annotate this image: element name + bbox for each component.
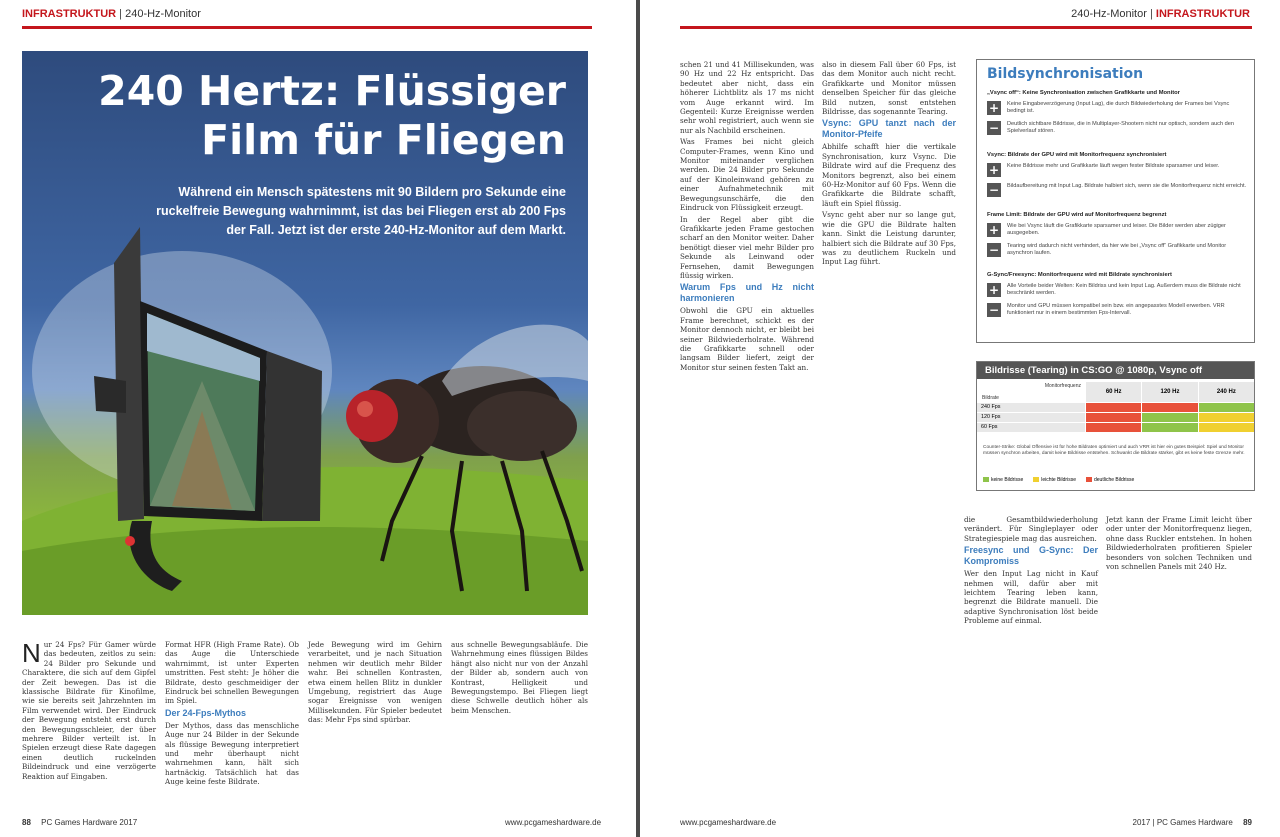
minus-icon: −: [988, 121, 1000, 135]
section-heading: Warum Fps und Hz nicht harmonieren: [680, 282, 814, 304]
table-grid: [977, 382, 1254, 432]
header-rule: [680, 26, 1252, 29]
table-row: 240 Fps: [977, 402, 1254, 412]
right-col-2: also in diesem Fall über 60 Fps, ist das dem Monitor auch nicht recht. Grafikkarte und Monitor müssen denselben Speicher für das gleiche Bild nutzen, sonst entstehen Bildrisse, das sogenannte Tearing. Vsync: GPU tanzt nach der Monitor-Pfeife Abhilfe schafft hier die vertikale Synchronisation, kurz Vsync. Die Bildrate wird auf die Frequenz des Monitors begrenzt, also bei einem 60-Hz-Monitor auf 60 Fps. Wenn die Grafikkarte die Bildrate schafft, läuft ein Spiel flüssig. Vsync geht aber nur so lange gut, wie die GPU die Bildrate halten kann. Sinkt die Leistung darunter, halbiert sich die Bildrate auf 30 Fps, was zu deutlichem Ruckeln und Input Lag führt.: [822, 60, 956, 267]
sync-info-box: [976, 59, 1255, 343]
table-note: Counter-Strike: Global Offensive ist für hohe Bildraten optimiert und auch VRR ist hier ein gutes Beispiel: Spiel und Monitor müssen synchron arbeiten, damit keine Bildrisse entstehen. Schwankt die Bildrate stärker, gibt es keine feste Grenze mehr.: [983, 445, 1245, 456]
legend-item: keine Bildrisse: [983, 477, 1023, 483]
table-header-row: [977, 382, 1254, 402]
sync-option: G-Sync/Freesync: Monitorfrequenz wird mit Bildrate synchronisiert + Alle Vorteile beider Welten: Kein Bildriss und kein Input Lag. Außerdem muss die Bildrate nicht beschränkt werden. − Monitor und GPU müssen kompatibel sein bzw. ein angepasstes Modell erwerben. VRR funktioniert nur in einem bestimmten Fps-Intervall.: [987, 272, 1241, 317]
legend-item: deutliche Bildrisse: [1086, 477, 1134, 483]
box-title: Bildsynchronisation: [987, 66, 1144, 82]
left-col-1: Nur 24 Fps? Für Gamer würde das bedeuten, zeitlos zu sein: 24 Bilder pro Sekunde und Charaktere, die sich auf dem Gipfel der Zeit bewegen. Das ist die klassische Bildrate für Kinofilme, wie sie bereits seit Jahrzehnten im Film verwendet wird. Der Eindruck der Bewegung entsteht erst durch den Bewegungsschleier, der über mehrere Bilder verteilt ist. In Spielen erzeugt diese Rate dagegen einen deutlich ruckelnden Bildeindruck und eine verzögerte Reaktion auf Eingaben.: [22, 638, 156, 781]
plus-icon: +: [988, 163, 1000, 177]
legend-item: leichte Bildrisse: [1033, 477, 1076, 483]
table-legend: [983, 477, 1134, 483]
plus-icon: +: [988, 101, 1000, 115]
sync-option: Vsync: Bildrate der GPU wird mit Monitorfrequenz synchronisiert + Keine Bildrisse mehr und Grafikkarte läuft wegen fester Bildrate sparsamer und leiser. − Bildaufbereitung mit Input Lag. Bildrate halbiert sich, wenn sie die Monitorfrequenz nicht erreicht.: [987, 152, 1247, 197]
plus-icon: +: [988, 283, 1000, 297]
article-lead: Während ein Mensch spätestens mit 90 Bildern pro Sekunde eine ruckelfreie Bewegung wahrnimmt, ist das bei Fliegen erst ab 200 Fps der Fall. Jetzt ist der erste 240-Hz-Monitor auf dem Markt.: [156, 185, 566, 237]
table-row: 60 Fps: [977, 422, 1254, 432]
column-header: 60 Hz: [1085, 382, 1141, 402]
article-title: 240 Hertz: Flüssiger Film für Fliegen: [98, 67, 566, 164]
section-heading: Der 24-Fps-Mythos: [165, 707, 247, 718]
left-page-header: INFRASTRUKTUR | 240-Hz-Monitor: [22, 8, 201, 20]
table-cell: [1085, 423, 1141, 432]
page-number: 88: [22, 818, 31, 827]
header-rule: [22, 26, 592, 29]
header-topic: 240-Hz-Monitor: [125, 8, 201, 20]
left-page: [0, 0, 636, 837]
right-page-header: 240-Hz-Monitor | INFRASTRUKTUR: [1071, 8, 1250, 20]
dropcap: N: [22, 638, 41, 668]
table-cell: [1141, 423, 1197, 432]
minus-icon: −: [988, 303, 1000, 317]
right-footer-url: www.pcgameshardware.de: [680, 818, 777, 827]
left-col-3: Jede Bewegung wird im Gehirn verarbeitet, und je nach Situation nehmen wir deutlich mehr Bilder wahr. Bei schnellen Kontrasten, etwa einem hellen Blitz in dunkler Umgebung, registriert das Auge sogar Ereignisse von wenigen Millisekunden. Für Spieler bedeutet das: Mehr Fps sind spürbar.: [308, 640, 442, 725]
left-col-2: Format HFR (High Frame Rate). Ob das Auge die Unterschiede wahrnimmt, ist unter Experten umstritten. Fest steht: Je höher die Bildrate, desto geschmeidiger der Eindruck bei schnellen Bewegungen im Spiel. Der 24-Fps-Mythos Der Mythos, dass das menschliche Auge nur 24 Bilder in der Sekunde als flüssige Bewegung interpretiert und mehr überhaupt nicht wahrnehmen kann, hält sich hartnäckig. Tatsächlich hat das Auge keine feste Bildrate.: [165, 640, 299, 787]
table-cell: [1141, 403, 1197, 412]
plus-icon: +: [988, 223, 1000, 237]
table-cell: [1141, 413, 1197, 422]
page-number: 89: [1243, 818, 1252, 827]
table-cell: [1198, 423, 1254, 432]
left-footer: 88 PC Games Hardware 2017: [22, 818, 138, 827]
minus-icon: −: [988, 183, 1000, 197]
right-footer: 2017 | PC Games Hardware 89: [1132, 818, 1252, 827]
table-cell: [1198, 403, 1254, 412]
column-header: 120 Hz: [1141, 382, 1197, 402]
right-col-4: Jetzt kann der Frame Limit leicht über oder unter der Monitorfrequenz liegen, ohne dass Ruckler entstehen. In hohen Bildwiederholraten profitieren Spieler besonders von solchen Techniken und von schnellen Panels mit 240 Hz.: [1106, 515, 1252, 572]
right-col-1: schen 21 und 41 Millisekunden, was 90 Hz und 22 Hz entspricht. Das bedeutet aber nicht, dass ein höherer Lichtblitz als 17 ms nicht vom Auge erkannt wird. Im Gegenteil: Kurze Ereignisse werden sehr wohl registriert, auch wenn sie nur als Nachbild erscheinen. Was Frames bei nicht gleich Computer-Frames, wenn Kino und Monitor miteinander verglichen werden. Die 24 Bilder pro Sekunde auf der Kinoleinwand gehören zu einer Aufnahmetechnik mit Bewegungsunschärfe, die den Eindruck von Flüssigkeit erzeugt. In der Regel aber gibt die Grafikkarte jeden Frame gestochen scharf an den Monitor weiter. Daher benötigt dieser viel mehr Bilder pro Sekunde als Leinwand oder Fernsehen, damit Bewegungen flüssig wirken. Warum Fps und Hz nicht harmonieren Obwohl die GPU ein aktuelles Frame berechnet, schickt es der Monitor dennoch nicht, er bleibt bei seiner Bildwiederholrate. Während die Grafikkarte schnell oder langsam Bilder liefert, zeigt der Monitor stur seinen festen Takt an.: [680, 60, 814, 372]
sync-option: „Vsync off“: Keine Synchronisation zwischen Grafikkarte und Monitor + Keine Eingabeverzögerung (Input Lag), die durch Bildwiederholung der Frames bei Vsync bedingt ist. − Deutlich sichtbare Bildrisse, die in Multiplayer-Shootern nicht nur optisch, sondern auch den Spielverlauf stören.: [987, 90, 1234, 135]
section-heading: Freesync und G-Sync: Der Kompromiss: [964, 545, 1098, 567]
sync-option: Frame Limit: Bildrate der GPU wird auf Monitorfrequenz begrenzt + Wie bei Vsync läuft die Grafikkarte sparsamer und leiser. Die Bilder werden aber zügiger ausgegeben. − Tearing wird dadurch nicht verhindert, da hier wie bei „Vsync off“ Grafikkarte und Monitor asynchron laufen.: [987, 212, 1227, 257]
left-col-4: aus schnelle Bewegungsabläufe. Die Wahrnehmung eines flüssigen Bildes hängt also nicht nur von der Anzahl der Bilder ab, sondern auch von Kontrast, Helligkeit und Bewegungstempo. Bei Fliegen liegt diese Schwelle deutlich höher als beim Menschen.: [451, 640, 588, 715]
header-section: INFRASTRUKTUR: [22, 8, 117, 20]
table-cell: [1198, 413, 1254, 422]
table-corner: Monitorfrequenz Bildrate: [982, 383, 1081, 401]
column-header: 240 Hz: [1198, 382, 1254, 402]
table-row: 120 Fps: [977, 412, 1254, 422]
tearing-table: [976, 361, 1255, 491]
table-title: Bildrisse (Tearing) in CS:GO @ 1080p, Vsync off: [977, 362, 1254, 379]
hero-image: [22, 51, 588, 615]
table-cell: [1085, 403, 1141, 412]
right-col-3: die Gesamtbildwiederholung verändert. Für Singleplayer oder Strategiespiele mag das ausreichen. Freesync und G-Sync: Der Kompromiss Wer den Input Lag nicht in Kauf nehmen will, dafür aber mit leichtem Tearing leben kann, begrenzt die Bildrate manuell. Die adaptive Synchronisation löst beide Probleme auf einmal.: [964, 515, 1098, 626]
minus-icon: −: [988, 243, 1000, 257]
table-cell: [1085, 413, 1141, 422]
left-footer-url: www.pcgameshardware.de: [505, 818, 602, 827]
section-heading: Vsync: GPU tanzt nach der Monitor-Pfeife: [822, 118, 956, 140]
